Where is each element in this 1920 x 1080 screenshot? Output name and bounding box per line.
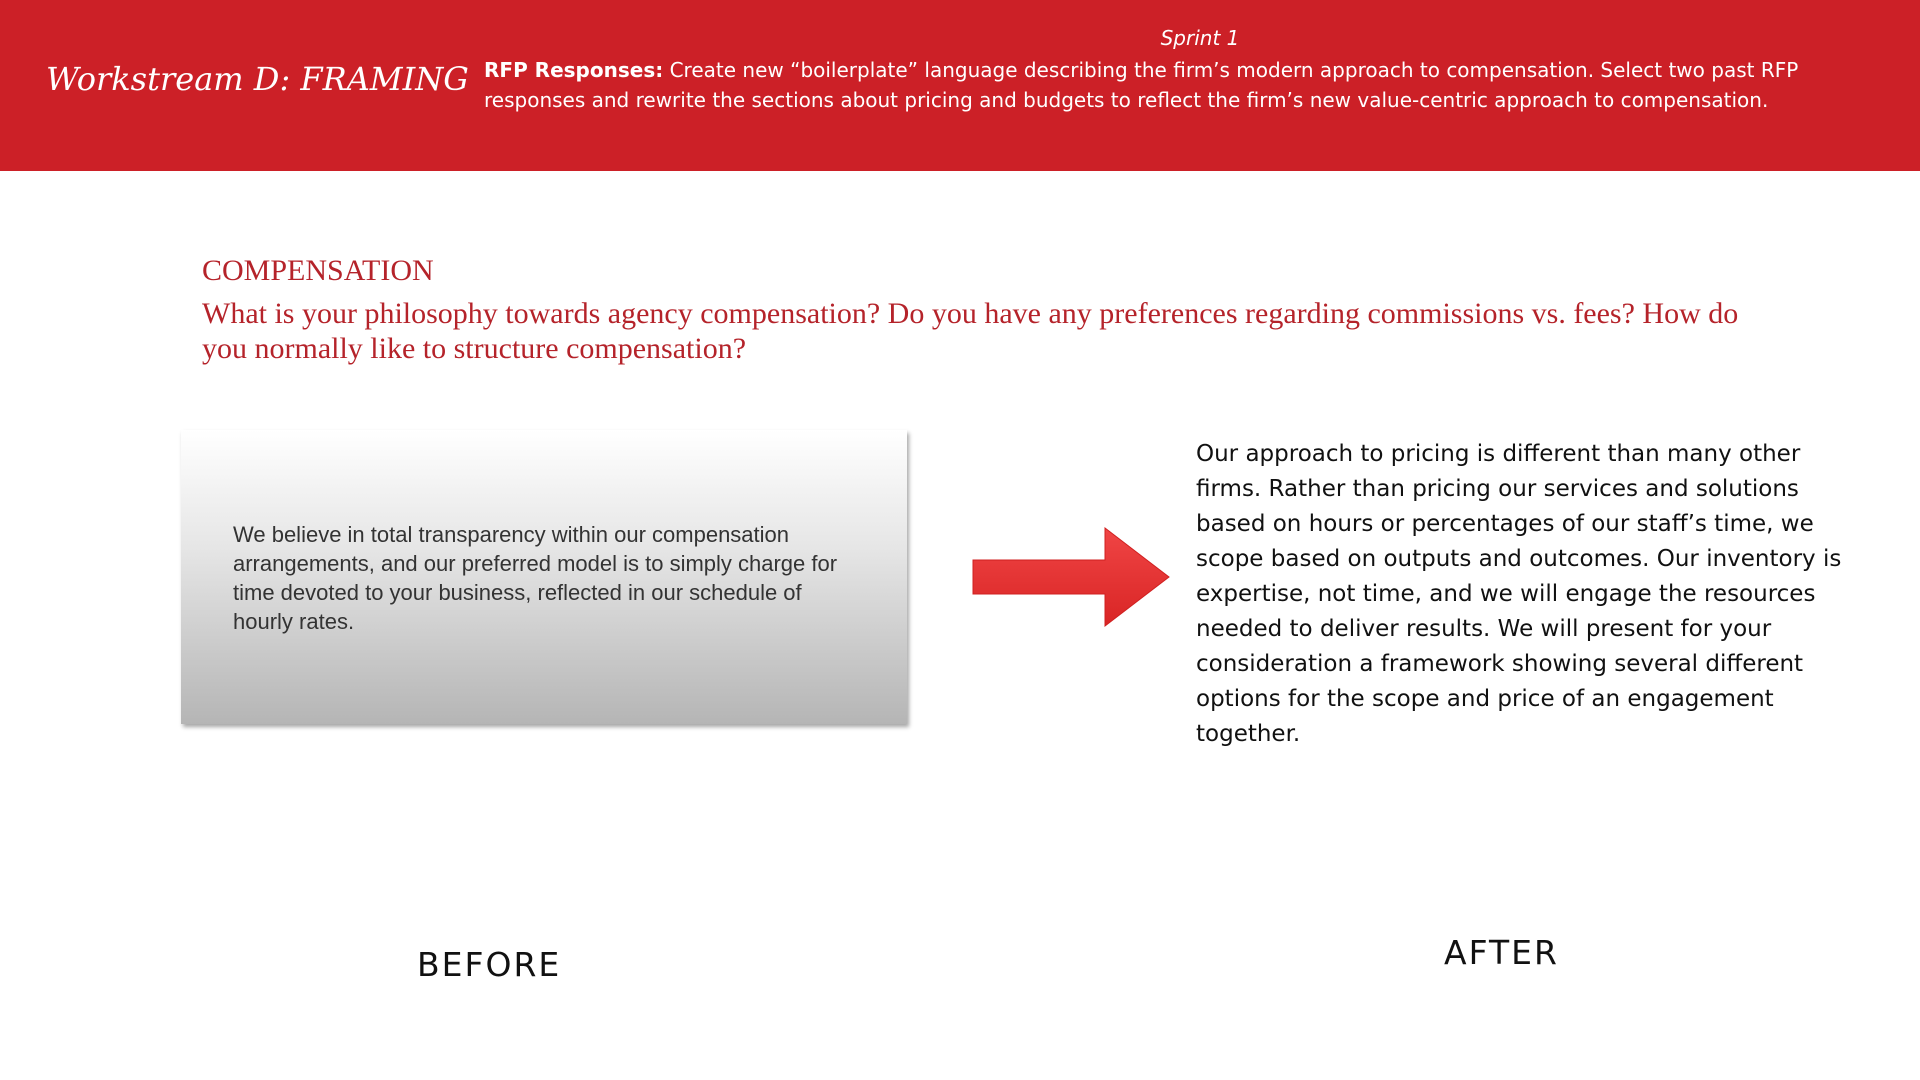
before-box bbox=[181, 430, 907, 724]
after-text: Our approach to pricing is different than many other firms. Rather than pricing our services and solutions based on hours or percentages of our staff’s time, we scope based on outputs and outcomes. Our inventory is expertise, not time, and we will engage the resources needed to deliver results. We will present for your consideration a framework showing several different options for the scope and price of an engagement together. bbox=[1196, 441, 1842, 747]
task-text: Create new “boilerplate” language describing the firm’s modern approach to compensation. Select two past RFP responses and rewrite the sections about pricing and budgets to reflect the firm’s new value-centric approach to compensation. bbox=[484, 58, 1799, 112]
after-label: AFTER bbox=[1444, 933, 1559, 972]
right-arrow-icon bbox=[970, 525, 1172, 629]
question-text: What is your philosophy towards agency compensation? Do you have any preferences regarding commissions vs. fees? How do you normally like to structure compensation? bbox=[202, 297, 1739, 365]
header-banner bbox=[0, 0, 1920, 171]
task-description bbox=[484, 55, 1904, 115]
before-text: We believe in total transparency within our compensation arrangements, and our preferred model is to simply charge for time devoted to your business, reflected in our schedule of hourly rates. bbox=[233, 522, 838, 634]
question-heading: COMPENSATION bbox=[202, 254, 434, 287]
sprint-label: Sprint 1 bbox=[1160, 26, 1240, 50]
before-label: BEFORE bbox=[417, 945, 562, 984]
workstream-title: Workstream D: FRAMING bbox=[46, 60, 469, 98]
task-label: RFP Responses: bbox=[484, 58, 664, 82]
